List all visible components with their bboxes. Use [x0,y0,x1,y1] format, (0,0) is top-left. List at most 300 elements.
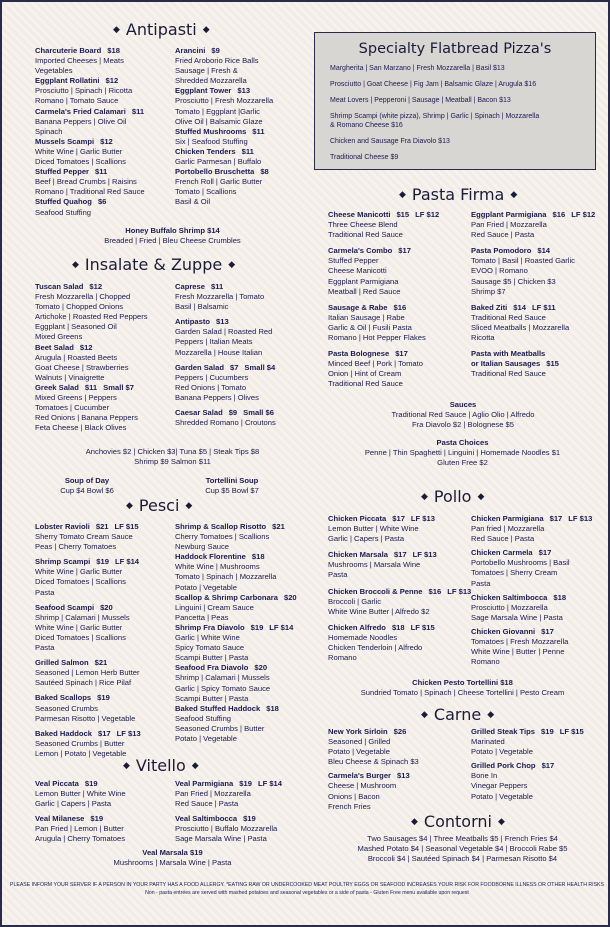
menu-item-header [35,383,175,393]
menu-item-desc: Peppers | Cucumbers [175,372,249,382]
menu-item-desc: Seasoned | Lemon Herb Butter [35,668,140,678]
menu-item-name: Cheese Manicotti [328,210,391,219]
flatbread-line: Margherita | San Marzano | Fresh Mozzarella | Basil $13 [330,65,505,72]
menu-item [175,363,310,403]
menu-item-header [175,593,313,603]
menu-item [471,593,601,623]
menu-item-desc: Seafood Stuffing [175,713,232,723]
menu-item-price: $11 [84,382,98,392]
menu-item [175,663,313,703]
menu-item-name: Antipasto [175,317,211,327]
menu-item-price: $13 [216,317,229,327]
menu-item-desc: Tomato | Spinach | Mozzarella [175,572,277,582]
menu-item-name: Eggplant Parmigiana [471,210,547,219]
menu-item-price: $19 [239,779,252,788]
menu-item [35,107,175,137]
menu-item-name: Grilled Pork Chop [471,761,536,771]
menu-item [35,603,175,653]
menu-item-header [35,343,175,353]
menu-item-header [328,727,473,737]
menu-item-header [175,522,313,532]
menu-item-header [175,663,313,673]
menu-item-name: Stuffed Quahog [35,197,92,207]
flatbread-box [314,32,596,170]
menu-item-desc: Lemon Butter | White Wine [328,524,419,534]
menu-item-name: Sausage & Rabe [328,302,388,312]
menu-item-price: $12 [89,282,103,291]
menu-item-price: $19 [541,727,554,736]
menu-item-price: $18 [553,592,567,602]
menu-item-desc: Potato | Vegetable [471,791,533,801]
pollo-heading: ◆ Pollo ◆ [421,487,485,506]
menu-item-desc: Mozzarella | House Italian [175,347,263,357]
menu-item-desc: Tomatoes | Fresh Mozzarella [471,637,569,647]
menu-item-header [175,779,313,789]
menu-item-header [328,514,473,524]
menu-item-header [471,627,601,637]
menu-item [471,727,601,757]
menu-item-desc: Mixed Greens | Peppers [35,393,117,403]
menu-item-desc: Spinach [35,126,63,136]
menu-item [471,349,601,379]
menu-item-desc: Prosciutto | Mozzarella [471,602,548,612]
menu-item-name: Eggplant Tower [175,86,232,96]
menu-item-desc: Banana Peppers | Olives [175,392,259,402]
menu-item-price: $19 [84,779,98,788]
menu-item-price: $21 [94,658,108,668]
menu-item-name: Tuscan Salad [35,282,84,291]
menu-item [175,46,310,86]
menu-item-price: $9 [228,408,238,418]
menu-item-header [471,548,601,558]
menu-item-header [175,46,310,56]
menu-item-price: $17 [393,550,407,560]
menu-item [35,197,175,217]
menu-item-desc: Romano [471,657,500,667]
menu-item-desc: Pan Fried | Lemon | Butter [35,824,124,834]
menu-item [328,246,473,296]
menu-item-desc: Seafood Stuffing [35,207,92,217]
flatbread-line: Prosciutto | Goat Cheese | Fig Jam | Balsamic Glaze | Arugula $16 [330,81,537,88]
menu-item-desc: Traditional Red Sauce [471,312,546,322]
menu-item-header [35,522,175,532]
menu-item-name: Veal Parmigiana [175,779,234,788]
menu-item-desc: White Wine | Butter | Penne [471,647,565,657]
vitello-right-column [175,779,313,850]
menu-item-desc: Seasoned | Grilled [328,737,391,747]
menu-item-desc: French Roll | Garlic Butter [175,177,263,187]
menu-item-desc: Ricotta [471,333,495,343]
menu-item-header [175,86,310,96]
menu-item-name: Seafood Fra Diavolo [175,663,249,673]
menu-item-header [35,814,175,824]
menu-item-desc: Fresh Mozzarella | Chopped [35,292,131,302]
menu-item [175,593,313,623]
insalate-heading: ◆ Insalate & Zuppe ◆ [72,255,236,274]
menu-item [175,623,313,663]
menu-item-price: $17 [541,626,554,636]
menu-item-desc: Shrimp $7 [471,286,506,296]
menu-item-price: $26 [393,727,407,736]
menu-item [471,303,601,343]
flatbread-line: Meat Lovers | Pepperoni | Sausage | Meatball | Bacon $13 [330,97,511,104]
menu-item-desc: Olive Oil | Balsamic Glaze [175,116,263,126]
menu-item-desc: Red Sauce | Pasta [471,534,535,544]
menu-item-name: Chicken Piccata [328,514,387,523]
soup-of-day: Soup of Day Cup $4 Bowl $6 [60,476,114,496]
menu-item-price: $18 [251,552,265,562]
menu-item-price: $19 [250,622,264,632]
menu-item [175,779,313,809]
menu-item-price: $15 [546,359,559,369]
pesci-heading: ◆ Pesci ◆ [126,496,193,515]
menu-item-small-price: Small $4 [244,362,276,372]
menu-item-header [328,550,473,560]
menu-item [175,814,313,844]
flatbread-title: Specialty Flatbread Pizza's [358,41,552,57]
menu-item-desc: White Wine Butter | Alfredo $2 [328,606,430,616]
menu-item-desc: Linguini | Cream Sauce [175,602,254,612]
menu-item-desc: Cherry Tomatoes | Scallions [175,532,270,542]
menu-item-header [35,658,175,668]
menu-item-desc: Vegetables [35,66,73,76]
menu-item-name: Chicken Giovanni [471,626,536,636]
menu-item-lf-price: LF $13 [447,586,472,596]
menu-item-price: $11 [241,146,254,156]
menu-item-header [35,167,175,177]
menu-item-price: $11 [95,167,108,177]
menu-item-lf-price: LF $14 [269,622,294,632]
menu-item-name: Baked Haddock [35,728,92,738]
menu-item-desc: Garlic | Capers | Pasta [328,534,405,544]
menu-item-price: $17 [549,514,563,523]
pesci-right-column [175,522,313,744]
menu-item-desc: Basil | Balsamic [175,302,229,312]
menu-item-name: Shrimp & Scallop Risotto [175,522,267,531]
flatbread-line: Traditional Cheese $9 [330,154,399,161]
menu-item-desc: Sage Marsala Wine | Pasta [471,612,563,622]
vitello-left-column [35,779,175,850]
antipasti-right-column [175,46,310,208]
menu-item-desc: Pasta [35,587,55,597]
menu-item-header [175,408,310,418]
menu-item-name: Grilled Steak Tips [471,727,536,736]
menu-item [35,137,175,167]
menu-item-desc: Broccoli | Garlic [328,596,382,606]
menu-item-name: Stuffed Pepper [35,167,90,177]
menu-item-price: $11 [131,106,145,116]
menu-item-name: Baked Ziti [471,302,508,312]
menu-item-header [328,771,473,781]
menu-item-desc: Romano [328,653,357,663]
menu-item-desc: Shrimp | Calamari | Mussels [35,612,130,622]
menu-item-desc: Arugula | Cherry Tomatoes [35,834,126,844]
menu-item-desc: Scampi Butter | Pasta [175,653,249,663]
menu-item [328,623,473,663]
menu-item-name: Pasta Bolognese [328,349,390,359]
menu-item-desc: Stuffed Pepper [328,256,379,266]
menu-item-desc: Sliced Meatballs | Mozzarella [471,322,570,332]
menu-item-price: $8 [260,167,269,177]
menu-item-desc: Red Sauce | Pasta [471,230,535,240]
menu-item-header [35,76,175,86]
menu-item-desc: Lemon | Potato | Vegetable [35,748,127,758]
menu-item-desc: White Wine | Mushrooms [175,562,260,572]
menu-item-desc: Fresh Mozzarella | Tomato [175,292,265,302]
menu-item-desc: Garlic | Capers | Pasta [35,799,112,809]
menu-item-header [175,167,310,177]
menu-item [35,658,175,688]
menu-item-desc: Romano | Tomato Sauce [35,96,119,106]
menu-item-desc: Parmesan Risotto | Vegetable [35,713,136,723]
insalate-left-column [35,282,175,433]
menu-item-header [35,282,175,292]
menu-item-name: Veal Saltimbocca [175,814,238,824]
menu-item-header [328,303,473,313]
menu-item-desc: Diced Tomatoes | Scallions [35,157,126,167]
flatbread-line: & Romano Cheese $16 [330,122,403,129]
menu-item [328,514,473,544]
menu-item [175,86,310,126]
menu-item-desc: Homemade Noodles [328,632,398,642]
menu-item [35,557,175,597]
menu-item-desc: Pasta [35,643,55,653]
menu-item-desc: Scampi Butter | Pasta [175,693,249,703]
menu-item-desc: Tomatoes | Cucumber [35,403,110,413]
menu-item-desc: Diced Tomatoes | Scallions [35,632,126,642]
menu-item-small-price: Small $7 [103,382,134,392]
menu-item-price: $18 [107,46,120,55]
menu-item-desc: Onion | Hint of Cream [328,369,402,379]
menu-item-header [35,729,175,739]
menu-item-desc: Tomato | Basil | Roasted Garlic [471,256,575,266]
menu-item-name: Chicken Broccoli & Penne [328,586,423,596]
menu-item-desc: Fried Aroborio Rice Balls [175,56,259,66]
menu-item-desc: Tomato | Eggplant |Garlic [175,106,260,116]
menu-item [175,147,310,167]
menu-item-desc: Newburg Sauce [175,542,230,552]
menu-item-name: Eggplant Rollatini [35,76,100,86]
menu-item-desc: Garlic | Spicy Tomato Sauce [175,683,271,693]
menu-item-name: Baked Scallops [35,693,92,703]
menu-item [471,246,601,296]
menu-item-header [328,623,473,633]
menu-item-lf-price: LF $15 [114,522,139,531]
pollo-right-column [471,514,601,671]
menu-item-price: $6 [97,197,107,207]
menu-item-price: $16 [428,586,442,596]
menu-item-desc: Shredded Romano | Croutons [175,418,276,428]
menu-item [175,522,313,552]
pasta-choices: Pasta Choices Penne | Thin Spaghetti | Linguini | Homemade Noodles $1 Gluten Free $2 [364,438,561,468]
menu-item-desc: Garlic & Oil | Fusili Pasta [328,322,412,332]
menu-item-desc: White Wine | Garlic Butter [35,567,123,577]
menu-item-header [35,137,175,147]
menu-item [35,814,175,844]
carne-left-column [328,727,473,816]
menu-item-name: Grilled Salmon [35,658,89,668]
menu-item-name: Greek Salad [35,382,79,392]
menu-item-price: $17 [541,761,555,771]
menu-item-price: $19 [90,814,104,824]
menu-item [35,693,175,723]
contorni-list: Two Sausages $4 | Three Meatballs $5 | French Fries $4 Mashed Potato $4 | Seasonal Vegetable $4 | Broccoli Rabe $5 Broccoli $4 | Sautéed Spinach $4 | Parmesan Risotto $4 [357,834,568,864]
menu-item-desc: Three Cheese Blend [328,220,398,230]
menu-item [471,627,601,667]
pesci-left-column [35,522,175,764]
menu-item-desc: Seasoned Crumbs | Butter [175,723,265,733]
flatbread-line: Chicken and Sausage Fra Diavolo $13 [330,138,450,145]
menu-item-lf-price: LF $13 [568,514,593,523]
menu-item-header [328,349,473,359]
menu-item-name-line2: or Italian Sausages [471,359,541,369]
menu-item-header [471,593,601,603]
menu-item-name: Carmela's Fried Calamari [35,106,126,116]
menu-item-name: Seafood Scampi [35,602,95,612]
menu-item [35,343,175,383]
pasta-heading: ◆ Pasta Firma ◆ [399,185,518,204]
menu-item-name: Baked Stuffed Haddock [175,703,261,713]
menu-item-price: $12 [105,76,119,86]
menu-item-name: Haddock Florentine [175,552,246,562]
menu-item-desc: Diced Tomatoes | Scallions [35,577,126,587]
menu-item-name: Chicken Marsala [328,550,388,560]
menu-item [35,46,175,76]
menu-item-price: $19 [96,557,109,567]
menu-item-desc: EVOO | Romano [471,266,528,276]
menu-item [471,514,601,544]
antipasti-wrap-item: Honey Buffalo Shrimp $14 Breaded | Fried | Bleu Cheese Crumbles [104,226,241,246]
menu-item-desc: Peppers | Italian Meats [175,337,253,347]
flatbread-lines [315,64,595,162]
menu-item-name: Carmela's Combo [328,246,393,256]
menu-item-header [175,623,313,633]
menu-item-price: $21 [272,522,285,531]
menu-item-price: $19 [97,693,110,703]
menu-item-desc: Mixed Greens [35,332,83,342]
menu-item-header [175,363,310,373]
menu-item-name: Lobster Ravioli [35,522,90,531]
menu-item-desc: Seasoned Crumbs | Butter [35,738,125,748]
menu-item [175,127,310,147]
menu-item-desc: Prosciutto | Spinach | Ricotta [35,86,133,96]
menu-item-price: $17 [395,349,408,359]
menu-item-desc: Potato | Vegetable [175,733,237,743]
menu-item-desc: Tomato | Chopped Onions [35,302,124,312]
menu-item-desc: Marinated [471,737,505,747]
flatbread-line: Shrimp Scampi (white pizza), Shrimp | Garlic | Spinach | Mozzarella [330,113,540,120]
menu-item-desc: Traditional Red Sauce [471,369,546,379]
menu-item-name: Caprese [175,282,205,291]
menu-item-price: $17 [392,514,405,523]
menu-item [35,282,175,343]
menu-item-name: Shrimp Fra Diavolo [175,622,245,632]
menu-item-desc: Romano | Traditional Red Sauce [35,187,145,197]
menu-item-desc: Onions | Bacon [328,791,380,801]
menu-item-desc: Garlic | White Wine [175,633,240,643]
menu-item-name: Chicken Carmela [471,548,533,558]
menu-item-name: Veal Milanese [35,814,85,824]
menu-item-name: Caesar Salad [175,408,223,418]
menu-item-price: $15 [396,210,410,219]
menu-item-desc: Italian Sausage | Rabe [328,312,405,322]
allergy-notice: PLEASE INFORM YOUR SERVER IF A PERSON IN YOUR PARTY HAS A FOOD ALLERGY. *EATING RAW OR UNDERCOOKED MEAT POULTRY EGGS OR SEAFOOD INCREASES YOUR RISK FOR FOODBORNE ILLNESS OR OTHER HEALTH RISKS [10,882,604,888]
menu-item-header [175,317,310,327]
menu-item-desc: Chicken Tenderloin | Alfredo [328,643,423,653]
menu-item-desc: Sage Marsala Wine | Pasta [175,834,267,844]
menu-item-price: $19 [243,814,256,824]
menu-item-name: Carmela's Burger [328,771,392,781]
menu-item-lf-price: LF $12 [415,210,440,219]
menu-item-desc: Beef | Bread Crumbs | Raisins [35,177,137,187]
menu-item-lf-price: LF $15 [410,622,435,632]
menu-item-header [471,761,601,771]
pasta-sauces: Sauces Traditional Red Sauce | Aglio Olio | Alfredo Fra Diavolo $2 | Bolognese $5 [391,400,535,430]
menu-item-desc: Garlic Parmesan | Buffalo [175,157,262,167]
menu-item-desc: White Wine | Garlic Butter [35,622,123,632]
menu-item-header [35,46,175,56]
menu-item-header [35,557,175,567]
menu-item-price: $17 [97,728,111,738]
menu-item [35,522,175,552]
menu-item-desc: Pancetta | Peas [175,612,229,622]
menu-item-desc: Sausage $5 | Chicken $3 [471,276,556,286]
menu-item-desc: Traditional Red Sauce [328,379,403,389]
menu-item-name: Portobello Bruschetta [175,167,255,177]
menu-item-desc: Banana Peppers | Olive Oil [35,116,127,126]
vitello-heading: ◆ Vitello ◆ [123,756,199,775]
menu-item [328,771,473,811]
menu-item-price: $17 [538,548,552,558]
menu-item [35,167,175,197]
menu-item [328,727,473,767]
menu-item-desc: Prosciutto | Fresh Mozzarella [175,96,274,106]
tortellini-soup: Tortellini Soup Cup $5 Bowl $7 [205,476,259,496]
menu-item-desc: Basil & Oil [175,197,211,207]
menu-item-desc: Cheese | Mushroom [328,781,397,791]
menu-item-desc: Lemon Butter | White Wine [35,789,126,799]
insalate-right-column [175,282,310,433]
menu-item-price: $20 [254,663,268,673]
menu-item-price: $11 [252,126,265,136]
menu-item-name: Beet Salad [35,342,74,352]
menu-item-price: $12 [79,342,93,352]
menu-item-name: Chicken Tenders [175,146,236,156]
menu-item-price: $20 [283,592,297,602]
menu-item-price: $11 [210,282,224,291]
contorni-heading: ◆ Contorni ◆ [411,812,505,831]
menu-item-header [471,303,601,313]
entree-notice: Non - pasta entrées are served with mashed potatoes and seasonal vegetables or a side of pasta ◦ Gluten Free menu available upon request [145,890,469,896]
menu-item-desc: Romano | Hot Pepper Flakes [328,333,426,343]
menu-item-header [471,349,601,369]
menu-item-name: Chicken Parmigiana [471,514,544,523]
menu-item-desc: Shredded Mozzarella [175,76,247,86]
menu-item-desc: Cheese Manicotti [328,266,387,276]
menu-item-desc: Potato | Vegetable [328,747,390,757]
menu-item-desc: Walnuts | Vinaigrette [35,372,105,382]
menu-item-lf-price: LF $14 [257,779,282,788]
menu-item-header [175,704,313,714]
menu-item-desc: Feta Cheese | Black Olives [35,423,127,433]
menu-item-desc: Traditional Red Sauce [328,230,403,240]
menu-item-header [471,210,601,220]
menu-item-header [175,282,310,292]
menu-item-header [35,693,175,703]
menu-item-desc: Pasta [471,578,491,588]
menu-item-desc: Six | Seafood Stuffing [175,136,248,146]
menu-item-desc: Arugula | Roasted Beets [35,352,118,362]
